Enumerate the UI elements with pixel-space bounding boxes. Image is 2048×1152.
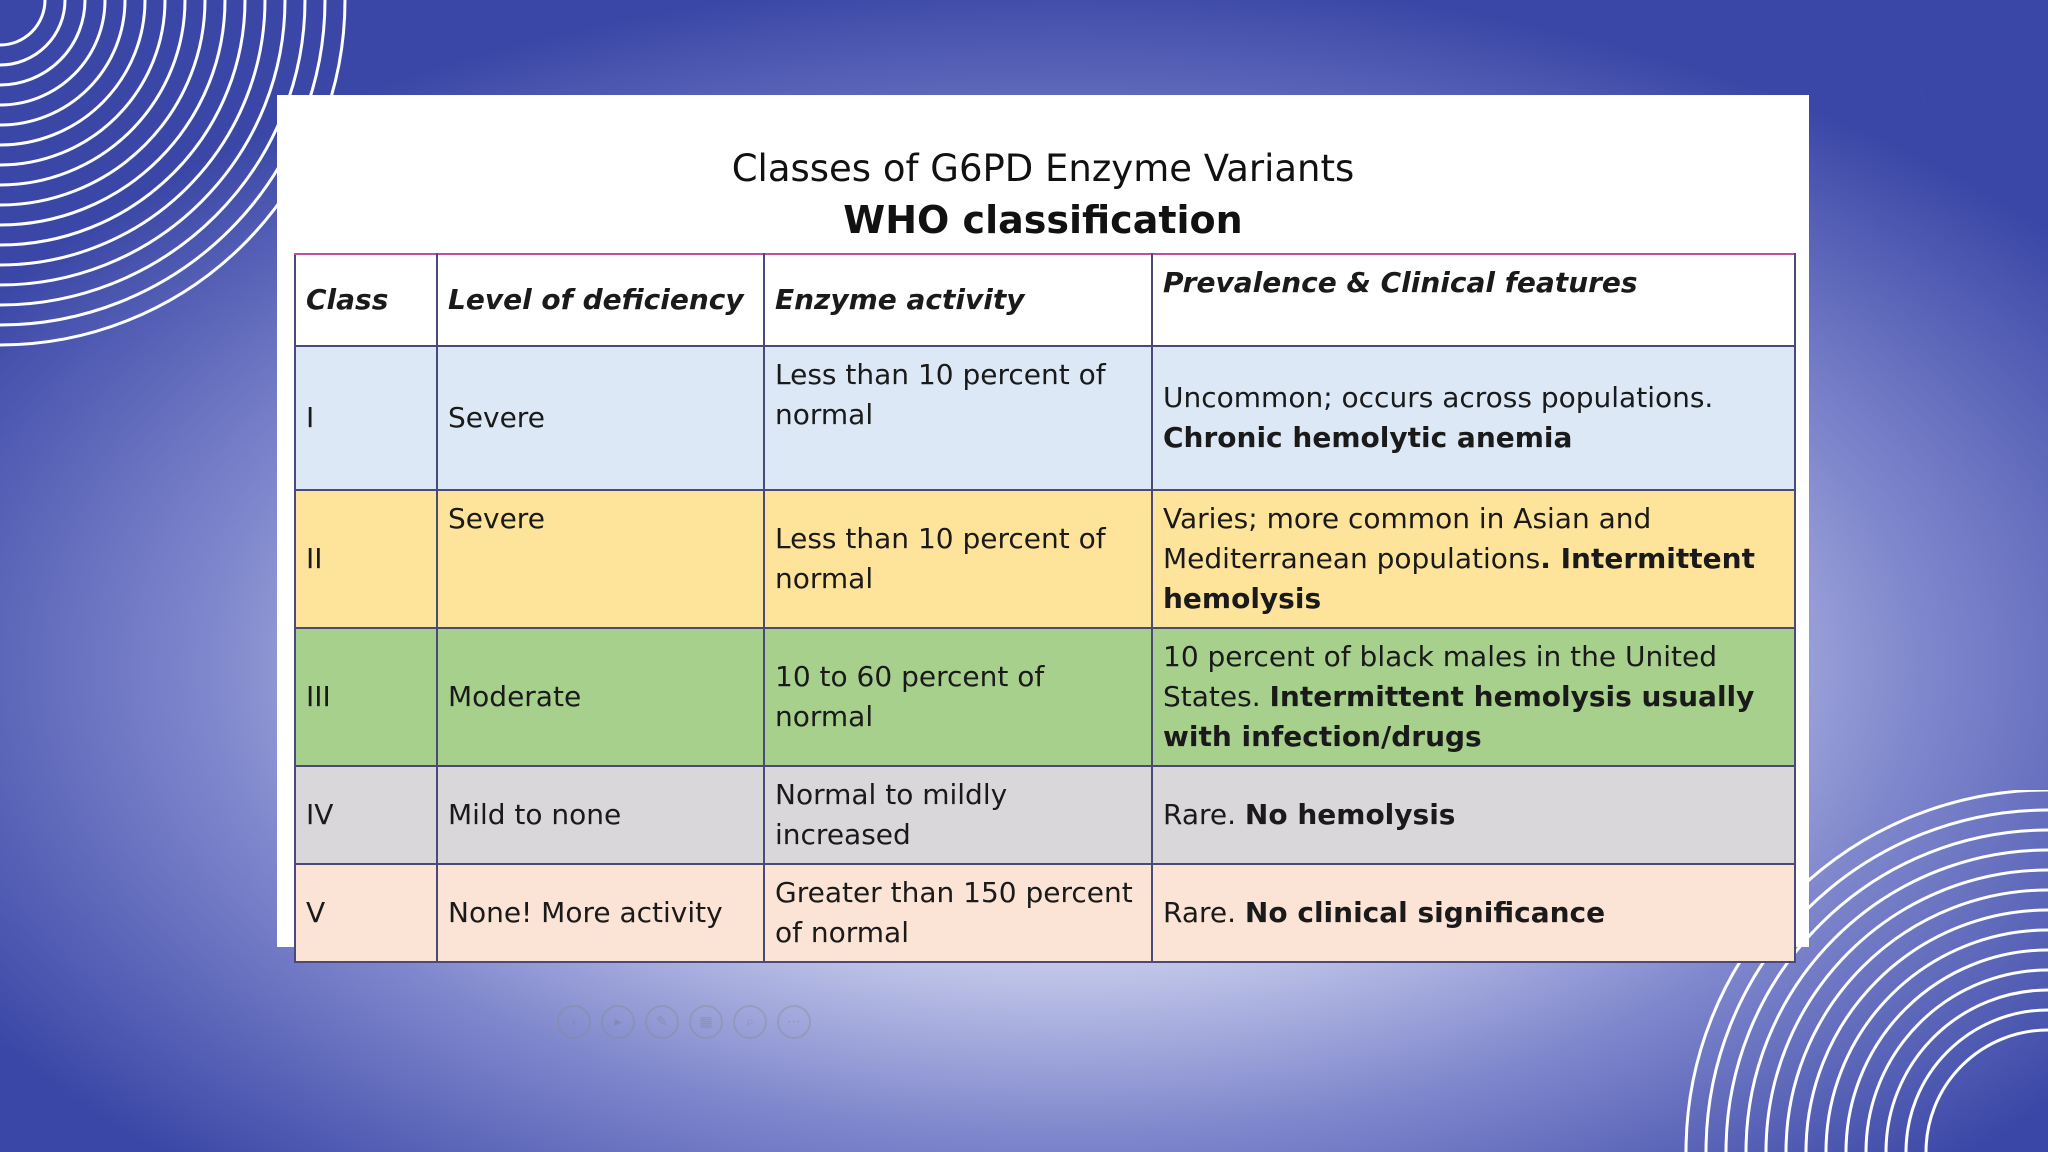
cell-prevalence-clinical-features — [1152, 490, 1795, 628]
table-row — [295, 490, 1795, 628]
pen-icon[interactable]: ✎ — [645, 1005, 679, 1039]
cell-enzyme-activity: Greater than 150 percent of normal — [764, 864, 1152, 962]
cell-enzyme-activity: Less than 10 percent of normal — [764, 346, 1152, 490]
cell-level-of-deficiency: Severe — [437, 490, 764, 628]
prevalence-text: Uncommon; occurs across populations. — [1163, 381, 1714, 414]
clinical-feature-text: No hemolysis — [1244, 798, 1456, 831]
more-icon[interactable]: ⋯ — [777, 1005, 811, 1039]
table-row — [295, 766, 1795, 864]
cell-prevalence-clinical-features — [1152, 346, 1795, 490]
table-header-row — [295, 254, 1795, 346]
slide-heading — [277, 145, 1809, 247]
play-icon[interactable]: ▸ — [601, 1005, 635, 1039]
page-number: 3 — [1913, 84, 1927, 109]
g6pd-classification-table — [294, 253, 1796, 963]
previous-icon[interactable]: ‹ — [557, 1005, 591, 1039]
cell-level-of-deficiency: None! More activity — [437, 864, 764, 962]
cell-enzyme-activity: Normal to mildly increased — [764, 766, 1152, 864]
cell-prevalence-clinical-features — [1152, 766, 1795, 864]
cell-class: IV — [295, 766, 437, 864]
cell-enzyme-activity: Less than 10 percent of normal — [764, 490, 1152, 628]
header-class: Class — [295, 254, 437, 346]
header-enzyme-activity: Enzyme activity — [764, 254, 1152, 346]
header-prevalence-clinical-features: Prevalence & Clinical features — [1152, 254, 1795, 346]
cell-class: V — [295, 864, 437, 962]
table-row — [295, 864, 1795, 962]
slide-title: Classes of G6PD Enzyme Variants — [731, 147, 1355, 190]
presentation-viewer-controls — [557, 1005, 811, 1039]
slide-subtitle: WHO classification — [843, 198, 1243, 242]
prevalence-text: Rare. — [1163, 798, 1245, 831]
prevalence-text: Varies; more common in Asian and Mediterranean populations — [1163, 502, 1652, 575]
clinical-feature-text: Chronic hemolytic anemia — [1163, 421, 1573, 454]
zoom-icon[interactable]: ⌕ — [733, 1005, 767, 1039]
table-row — [295, 628, 1795, 766]
slide-content-image — [277, 95, 1809, 1030]
table-row — [295, 346, 1795, 490]
slides-grid-icon[interactable]: ▦ — [689, 1005, 723, 1039]
cell-level-of-deficiency: Moderate — [437, 628, 764, 766]
cell-class: III — [295, 628, 437, 766]
prevalence-text: 10 percent of black males in the United States. — [1163, 640, 1717, 713]
cell-level-of-deficiency: Mild to none — [437, 766, 764, 864]
clinical-feature-text: Intermittent hemolysis usually with infection/drugs — [1163, 680, 1755, 753]
clinical-feature-text: . Intermittent hemolysis — [1163, 542, 1755, 615]
clinical-feature-text: No clinical significance — [1244, 896, 1606, 929]
cell-class: II — [295, 490, 437, 628]
cell-prevalence-clinical-features — [1152, 864, 1795, 962]
cell-class: I — [295, 346, 437, 490]
cell-enzyme-activity: 10 to 60 percent of normal — [764, 628, 1152, 766]
cell-level-of-deficiency: Severe — [437, 346, 764, 490]
prevalence-text: Rare. — [1163, 896, 1245, 929]
cell-prevalence-clinical-features — [1152, 628, 1795, 766]
header-level-of-deficiency: Level of deficiency — [437, 254, 764, 346]
